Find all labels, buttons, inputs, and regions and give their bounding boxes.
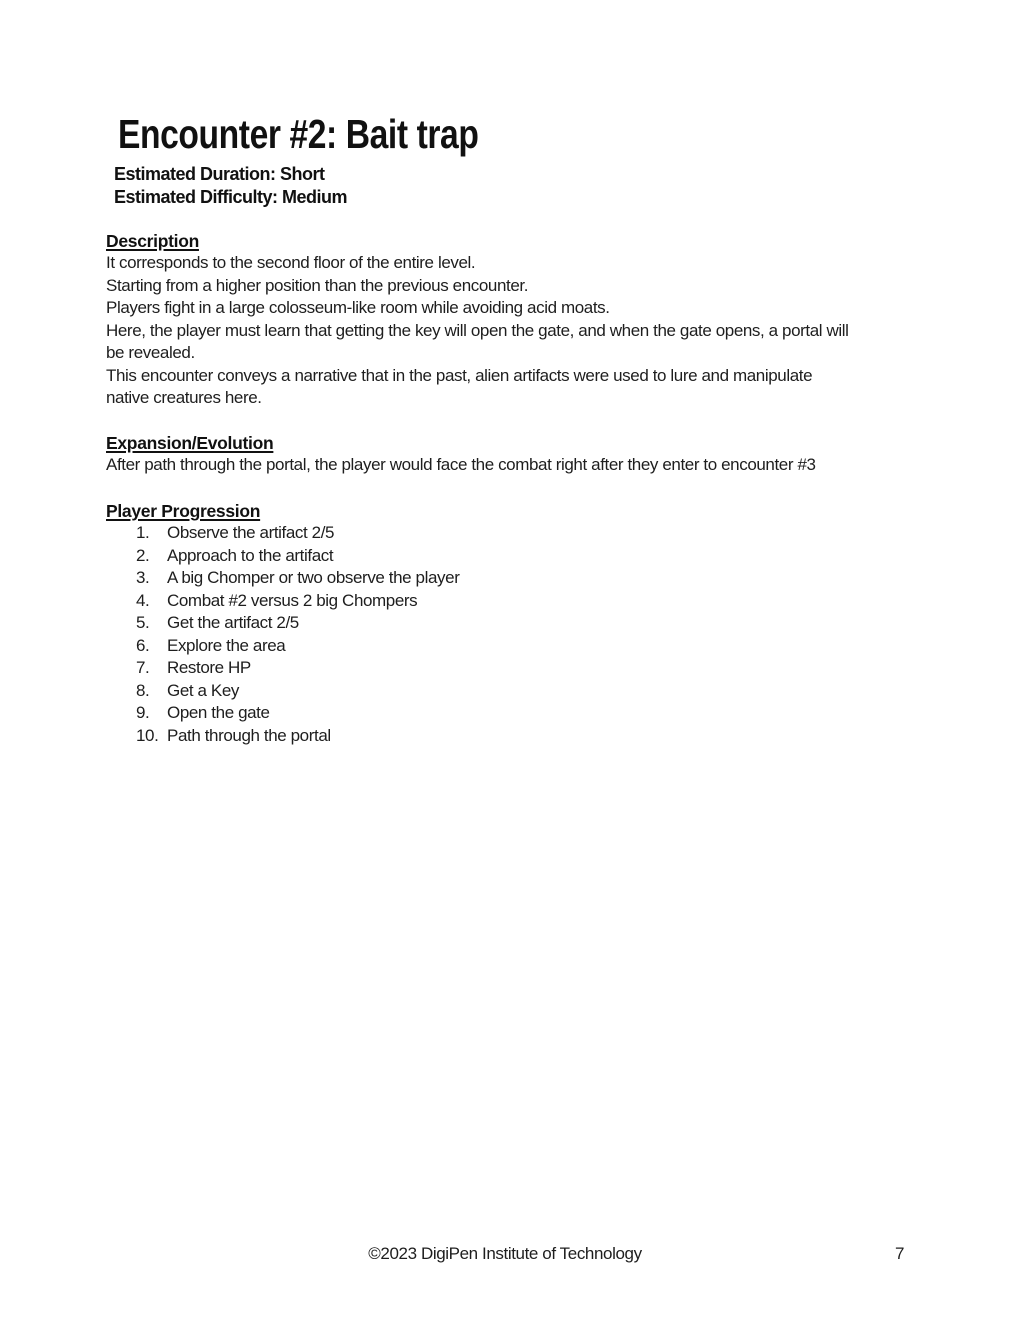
- list-item-text: Get a Key: [167, 680, 239, 700]
- list-item-text: Approach to the artifact: [167, 545, 334, 565]
- list-item: [106, 702, 1024, 725]
- section-heading-expansion: Expansion/Evolution: [106, 433, 274, 453]
- list-item-number: 5.: [136, 613, 150, 632]
- list-item-number: 4.: [136, 590, 150, 610]
- list-item: [106, 725, 1024, 748]
- list-item: [106, 545, 1024, 568]
- list-item: [106, 657, 1024, 680]
- list-item-number: 9.: [136, 703, 150, 722]
- list-item-number: 7.: [136, 658, 150, 677]
- list-item-number: 8.: [136, 680, 150, 700]
- document-content: [106, 112, 1024, 747]
- list-item-text: Combat #2 versus 2 big Chompers: [167, 590, 418, 610]
- player-progression-list: [106, 522, 1024, 747]
- description-paragraph: [106, 252, 1024, 410]
- section-heading-description: Description: [106, 231, 199, 251]
- list-item-text: Path through the portal: [167, 725, 331, 745]
- expansion-line: After path through the portal, the player would face the combat right after they enter to encounter #3: [106, 455, 816, 474]
- page-number: 7: [894, 1244, 904, 1263]
- estimated-duration-label: Estimated Duration: Short: [114, 164, 325, 184]
- footer-copyright: ©2023 DigiPen Institute of Technology: [368, 1244, 642, 1263]
- description-line: This encounter conveys a narrative that in the past, alien artifacts were used to lure and manipulate: [106, 365, 813, 385]
- list-item-number: 1.: [136, 523, 150, 542]
- list-item-text: Get the artifact 2/5: [167, 613, 299, 632]
- description-line: Here, the player must learn that getting the key will open the gate, and when the gate opens, a portal will: [106, 320, 849, 340]
- list-item-number: 10.: [136, 725, 159, 745]
- list-item-number: 2.: [136, 545, 150, 565]
- expansion-paragraph: [106, 454, 1024, 477]
- estimated-difficulty-label: Estimated Difficulty: Medium: [114, 187, 348, 207]
- meta-block: [114, 163, 1024, 209]
- list-item-text: Explore the area: [167, 635, 286, 655]
- list-item-number: 6.: [136, 635, 150, 655]
- list-item: [106, 522, 1024, 545]
- description-line: Starting from a higher position than the previous encounter.: [106, 275, 529, 295]
- description-line: It corresponds to the second floor of the entire level.: [106, 253, 476, 272]
- section-heading-player-progression: Player Progression: [106, 501, 261, 521]
- list-item-text: A big Chomper or two observe the player: [167, 568, 460, 587]
- list-item-text: Open the gate: [167, 703, 270, 722]
- list-item: [106, 567, 1024, 590]
- description-line: Players fight in a large colosseum-like room while avoiding acid moats.: [106, 298, 610, 317]
- list-item: [106, 680, 1024, 703]
- list-item-number: 3.: [136, 568, 150, 587]
- list-item: [106, 612, 1024, 635]
- list-item: [106, 590, 1024, 613]
- page-title: Encounter #2: Bait trap: [118, 111, 479, 157]
- list-item: [106, 635, 1024, 658]
- list-item-text: Observe the artifact 2/5: [167, 523, 335, 542]
- list-item-text: Restore HP: [167, 658, 251, 677]
- description-line: native creatures here.: [106, 388, 262, 407]
- page-footer: [106, 1243, 904, 1265]
- description-line: be revealed.: [106, 343, 195, 362]
